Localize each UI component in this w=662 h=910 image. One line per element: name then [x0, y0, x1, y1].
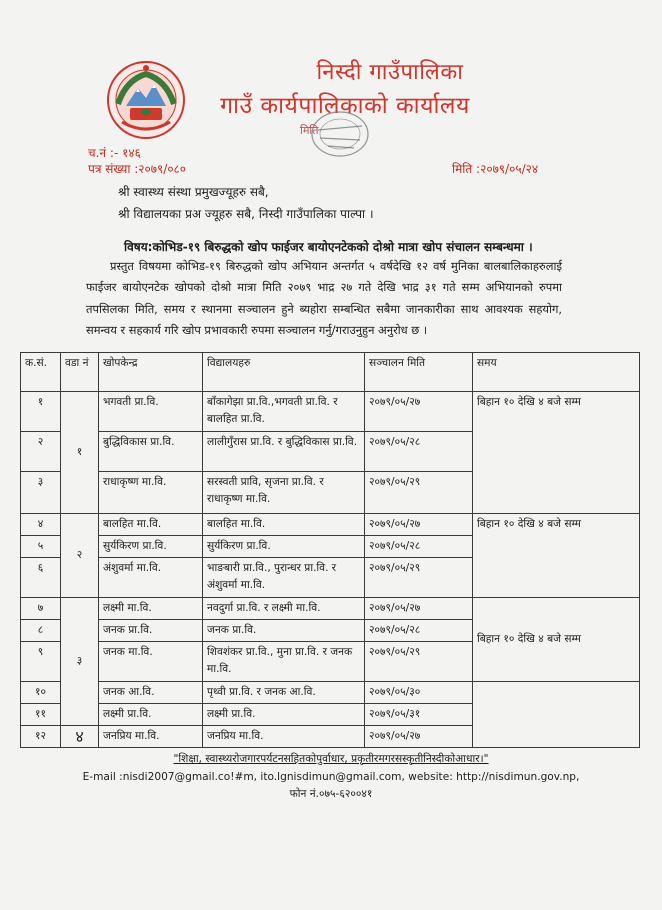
- serial-cell: ६: [21, 558, 61, 598]
- date-cell: २०७९/०५/२९: [365, 642, 473, 682]
- schools-cell: शिवशंकर प्रा.वि., मुना प्रा.वि. र जनक मा.वि.: [203, 642, 365, 682]
- government-emblem-logo: [106, 60, 186, 140]
- letter-subject: विषय:कोभिड-१९ बिरुद्धको खोप फाईजर बायोएनटेकको दोश्रो मात्रा खोप संचालन सम्बन्धमा ।: [124, 240, 533, 254]
- time-cell-empty: [473, 682, 640, 748]
- schools-cell: जनप्रिय मा.वि.: [203, 726, 365, 748]
- ward-cell: २: [61, 514, 99, 598]
- serial-cell: ८: [21, 620, 61, 642]
- table-header-row: [21, 353, 640, 392]
- date-cell: २०७९/०५/२९: [365, 472, 473, 514]
- date-cell: २०७९/०५/३०: [365, 682, 473, 704]
- table-row: [21, 392, 640, 432]
- column-header: खोपकेन्द्र: [99, 353, 203, 392]
- center-cell: राधाकृष्ण मा.वि.: [99, 472, 203, 514]
- column-header: वडा नं: [61, 353, 99, 392]
- column-header: विद्यालयहरु: [203, 353, 365, 392]
- svg-text:मिति: मिति: [300, 124, 319, 137]
- ward-cell: १: [61, 392, 99, 514]
- column-header: सञ्चालन मिति: [365, 353, 473, 392]
- date-cell: २०७९/०५/२८: [365, 432, 473, 472]
- date-cell: २०७९/०५/२७: [365, 598, 473, 620]
- ward-cell: ३: [61, 598, 99, 726]
- schools-cell: लक्ष्मी प्रा.वि.: [203, 704, 365, 726]
- date-cell: २०७९/०५/२७: [365, 726, 473, 748]
- date-cell: २०७९/०५/२८: [365, 536, 473, 558]
- date-cell: २०७९/०५/२७: [365, 514, 473, 536]
- date-cell: २०७९/०५/२९: [365, 558, 473, 598]
- center-cell: बालहित मा.वि.: [99, 514, 203, 536]
- center-cell: भगवती प्रा.वि.: [99, 392, 203, 432]
- table-row: [21, 682, 640, 704]
- schools-cell: पृथ्वी प्रा.वि. र जनक आ.वि.: [203, 682, 365, 704]
- serial-cell: २: [21, 432, 61, 472]
- column-header: समय: [473, 353, 640, 392]
- schools-cell: जनक प्रा.वि.: [203, 620, 365, 642]
- serial-cell: ५: [21, 536, 61, 558]
- addressee-line: श्री विद्यालयका प्रअ ज्यूहरु सबै, निस्दी गाउँपालिका पाल्पा ।: [118, 207, 374, 221]
- center-cell: अंशुवर्मा मा.वि.: [99, 558, 203, 598]
- ward-cell: ४: [61, 726, 99, 748]
- schools-cell: बाँकागेझा प्रा.वि.,भगवती प्रा.वि. र बालहित प्रा.वि.: [203, 392, 365, 432]
- schools-cell: भाङबारी प्रा.वि., पुरान्धर प्रा.वि. र अंशुवर्मा मा.वि.: [203, 558, 365, 598]
- date-cell: २०७९/०५/३१: [365, 704, 473, 726]
- serial-cell: १०: [21, 682, 61, 704]
- serial-cell: १: [21, 392, 61, 432]
- serial-cell: ३: [21, 472, 61, 514]
- date-cell: २०७९/०५/२७: [365, 392, 473, 432]
- time-cell: बिहान १० देखि ४ बजे सम्म: [473, 392, 640, 514]
- footer-contact: E-mail :nisdi2007@gmail.co!#m, ito.lgnisdimun@gmail.com, website: http://nisdimun.gov.np,: [82, 771, 580, 783]
- letter-date: मिति :२०७९/०५/२४: [452, 162, 539, 176]
- column-header: क.सं.: [21, 353, 61, 392]
- center-cell: सुर्यकिरण प्रा.वि.: [99, 536, 203, 558]
- table-row: [21, 514, 640, 536]
- addressee-line: श्री स्वास्थ्य संस्था प्रमुखज्यूहरु सबै,: [118, 185, 269, 199]
- office-seal-stamp: [298, 104, 378, 164]
- center-cell: लक्ष्मी मा.वि.: [99, 598, 203, 620]
- vaccination-schedule-table: [20, 352, 640, 748]
- serial-cell: १२: [21, 726, 61, 748]
- center-cell: बुद्धिविकास प्रा.वि.: [99, 432, 203, 472]
- schools-cell: सरस्वती प्रावि, सृजना प्रा.वि. र राधाकृष्ण मा.वि.: [203, 472, 365, 514]
- center-cell: जनक प्रा.वि.: [99, 620, 203, 642]
- footer-slogan: "शिक्षा, स्वास्थ्यरोजगारपर्यटनसहितकोपुर्वाधार, प्रकृतीरमगरसस्कृतीनिस्दीकोआधार।": [173, 753, 489, 765]
- office-name: गाउँ कार्यपालिकाको कार्यालय: [220, 93, 470, 119]
- time-cell: बिहान १० देखि ४ बजे सम्म: [473, 514, 640, 598]
- letter-body: प्रस्तुत विषयमा कोभिड-१९ बिरुद्धको खोप अभियान अन्तर्गत ५ वर्षदेखि १२ वर्ष मुनिका बालबालिकाहरुलाई फाईजर बायोएनटेक खोपको दोश्रो मात्रा मिति २०७९ भाद्र २७ गते देखि भाद्र ३१ गते सम्म अभियानको रुपमा तपसिलका मिति, समय र स्थानमा सञ्चालन हुने ब्यहोरा सम्बन्धित सबैमा जानकारीका साथ आवश्यक सहयोग, समन्वय र सहकार्य गरि खोप प्रभावकारी रुपमा सञ्चालन गर्नु/गराउनुहुन अनुरोध छ ।: [86, 259, 562, 337]
- letter-reference-number: पत्र संख्या :२०७९/०८०: [88, 162, 187, 176]
- schools-cell: सुर्यकिरण प्रा.वि.: [203, 536, 365, 558]
- schools-cell: बालहित मा.वि.: [203, 514, 365, 536]
- schools-cell: लालीगुँरास प्रा.वि. र बुद्धिविकास प्रा.वि.: [203, 432, 365, 472]
- serial-cell: ४: [21, 514, 61, 536]
- serial-cell: ९: [21, 642, 61, 682]
- footer-phone: फोन नं.०७५-६२००४१: [289, 788, 373, 800]
- center-cell: जनक मा.वि.: [99, 642, 203, 682]
- center-cell: जनप्रिय मा.वि.: [99, 726, 203, 748]
- date-cell: २०७९/०५/२८: [365, 620, 473, 642]
- municipality-name: निस्दी गाउँपालिका: [316, 60, 464, 85]
- serial-cell: ११: [21, 704, 61, 726]
- schools-cell: नवदुर्गा प्रा.वि. र लक्ष्मी मा.वि.: [203, 598, 365, 620]
- serial-cell: ७: [21, 598, 61, 620]
- chalani-number: च.नं :- १४६: [88, 146, 141, 160]
- center-cell: जनक आ.वि.: [99, 682, 203, 704]
- time-cell: बिहान १० देखि ४ बजे सम्म: [473, 598, 640, 682]
- center-cell: लक्ष्मी प्रा.वि.: [99, 704, 203, 726]
- table-row: [21, 598, 640, 620]
